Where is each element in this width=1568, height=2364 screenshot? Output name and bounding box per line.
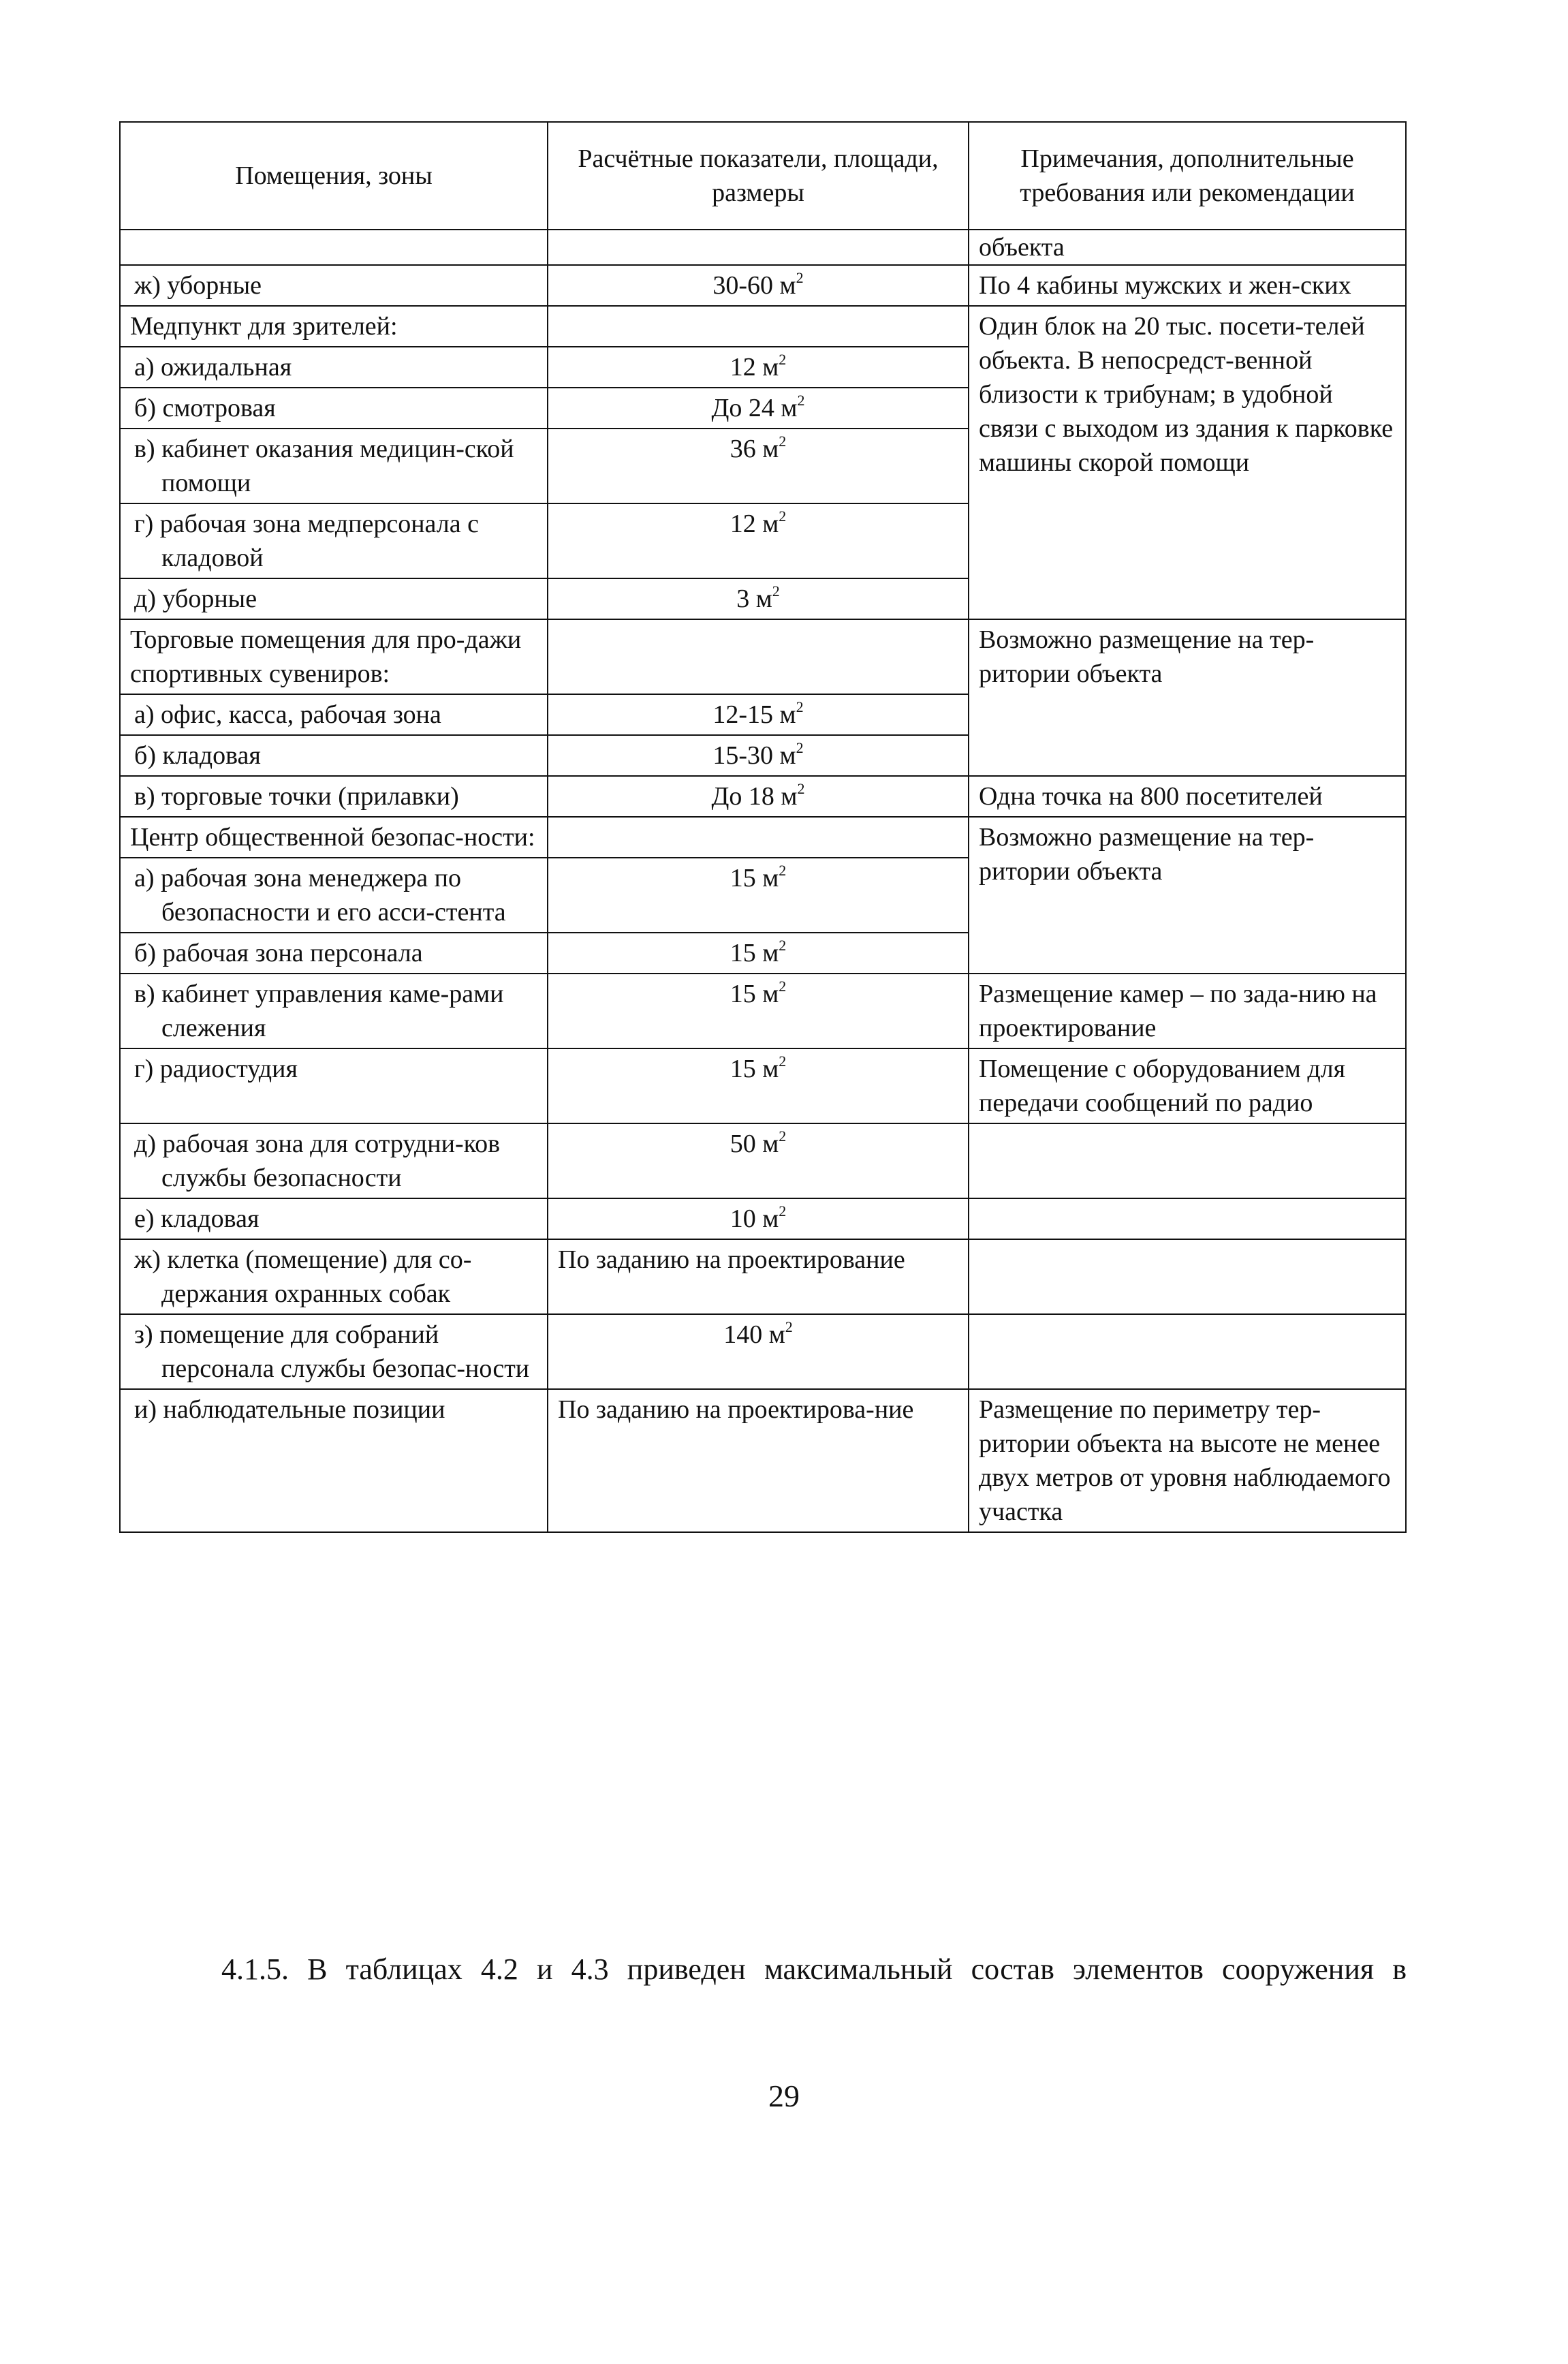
table-row [120,306,1406,347]
value-text: 10 м [730,1204,779,1233]
note-cell: По 4 кабины мужских и жен-ских [969,265,1406,306]
note-cell [969,1198,1406,1239]
value-cell [548,933,969,974]
zone-cell: б) смотровая [120,388,548,429]
value-text: 12 м [730,510,779,538]
value-text: До 18 м [711,782,798,811]
zone-cell: а) офис, касса, рабочая зона [120,694,548,735]
value-unit-exponent: 2 [785,1318,793,1335]
value-unit-exponent: 2 [797,392,805,409]
value-text: 15 м [730,864,779,892]
continuation-row [120,230,1406,265]
value-cell [548,974,969,1048]
value-text: 12 м [730,353,779,382]
value-text: 15-30 м [712,741,796,770]
zone-cell: д) уборные [120,578,548,619]
body-paragraph: 4.1.5. В таблицах 4.2 и 4.3 приведен максимальный состав элементов сооружения в [221,1953,1407,1986]
zone-cell: б) кладовая [120,735,548,776]
value-cell [548,1048,969,1123]
zone-cell: ж) клетка (помещение) для со-держания охранных собак [120,1239,548,1314]
zone-cell: а) ожидальная [120,347,548,388]
note-cell: Размещение по периметру тер-ритории объекта на высоте не менее двух метров от уровня наблюдаемого участка [969,1389,1406,1532]
value-cell [548,817,969,858]
value-unit-exponent: 2 [779,978,787,995]
zone-cell: б) рабочая зона персонала [120,933,548,974]
value-cell [548,388,969,429]
zone-cell: д) рабочая зона для сотрудни-ков службы безопасности [120,1123,548,1198]
value-unit-exponent: 2 [779,862,787,879]
table-row [120,1389,1406,1532]
table-row [120,817,1406,858]
note-cell [969,1239,1406,1314]
value-unit-exponent: 2 [779,1127,787,1145]
requirements-table [119,121,1407,1533]
value-unit-exponent: 2 [797,780,805,797]
value-cell [548,1198,969,1239]
table-row [120,1123,1406,1198]
continuation-note: объекта [969,230,1406,265]
value-text: 36 м [730,435,779,463]
note-cell: Размещение камер – по зада-нию на проектирование [969,974,1406,1048]
value-text: 15 м [730,1055,779,1083]
value-unit-exponent: 2 [796,698,804,715]
zone-cell: г) рабочая зона медперсонала с кладовой [120,503,548,578]
value-cell [548,503,969,578]
zone-cell: в) торговые точки (прилавки) [120,776,548,817]
zone-cell: г) радиостудия [120,1048,548,1123]
zone-cell: в) кабинет управления каме-рами слежения [120,974,548,1048]
zone-cell: а) рабочая зона менеджера по безопасности и его асси-стента [120,858,548,933]
zone-cell: в) кабинет оказания медицин-ской помощи [120,429,548,503]
value-text: 30-60 м [712,271,796,300]
value-unit-exponent: 2 [772,582,780,600]
value-unit-exponent: 2 [779,508,787,525]
page-number: 29 [768,2079,800,2113]
value-cell [548,776,969,817]
value-unit-exponent: 2 [779,1202,787,1219]
value-text: До 24 м [711,394,798,422]
value-cell [548,858,969,933]
note-cell [969,1123,1406,1198]
value-text: 15 м [730,980,779,1008]
header-notes: Примечания, дополнительные требования или рекомендации [969,122,1406,230]
value-text: 50 м [730,1130,779,1158]
zone-cell: Медпункт для зрителей: [120,306,548,347]
table-row [120,776,1406,817]
value-unit-exponent: 2 [796,739,804,756]
value-cell [548,265,969,306]
note-cell [969,1314,1406,1389]
value-text: 3 м [736,585,772,613]
table-header-row [120,122,1406,230]
header-indicators: Расчётные показатели, площади, размеры [548,122,969,230]
zone-cell: ж) уборные [120,265,548,306]
value-cell [548,347,969,388]
value-cell [548,735,969,776]
value-text: 12-15 м [712,700,796,729]
table-row [120,1239,1406,1314]
zone-cell: е) кладовая [120,1198,548,1239]
value-cell [548,578,969,619]
value-cell [548,1314,969,1389]
zone-cell: и) наблюдательные позиции [120,1389,548,1532]
note-cell: Помещение с оборудованием для передачи сообщений по радио [969,1048,1406,1123]
table-row [120,265,1406,306]
zone-cell: Центр общественной безопас-ности: [120,817,548,858]
note-cell: Возможно размещение на тер-ритории объекта [969,817,1406,974]
value-unit-exponent: 2 [779,1053,787,1070]
value-cell [548,694,969,735]
table-body [120,265,1406,1532]
value-unit-exponent: 2 [779,937,787,954]
table-row [120,619,1406,694]
value-unit-exponent: 2 [796,269,804,286]
note-cell: Одна точка на 800 посетителей [969,776,1406,817]
value-text: 15 м [730,939,779,967]
note-cell: Возможно размещение на тер-ритории объекта [969,619,1406,776]
value-unit-exponent: 2 [779,433,787,450]
value-cell [548,1123,969,1198]
table-row [120,1198,1406,1239]
table-row [120,974,1406,1048]
note-cell: Один блок на 20 тыс. посети-телей объекта. В непосредст-венной близости к трибунам; в удобной связи с выходом из здания к парковке машины скорой помощи [969,306,1406,619]
zone-cell: Торговые помещения для про-дажи спортивных сувениров: [120,619,548,694]
table-row [120,1048,1406,1123]
zone-cell: з) помещение для собраний персонала службы безопас-ности [120,1314,548,1389]
value-text: По заданию на проектирова-ние [558,1395,914,1424]
value-cell [548,429,969,503]
value-cell [548,1239,969,1314]
value-cell [548,306,969,347]
value-text: По заданию на проектирование [558,1245,905,1274]
value-cell [548,619,969,694]
header-zones: Помещения, зоны [120,122,548,230]
value-text: 140 м [723,1320,785,1349]
value-cell [548,1389,969,1532]
table-row [120,1314,1406,1389]
value-unit-exponent: 2 [779,351,787,368]
